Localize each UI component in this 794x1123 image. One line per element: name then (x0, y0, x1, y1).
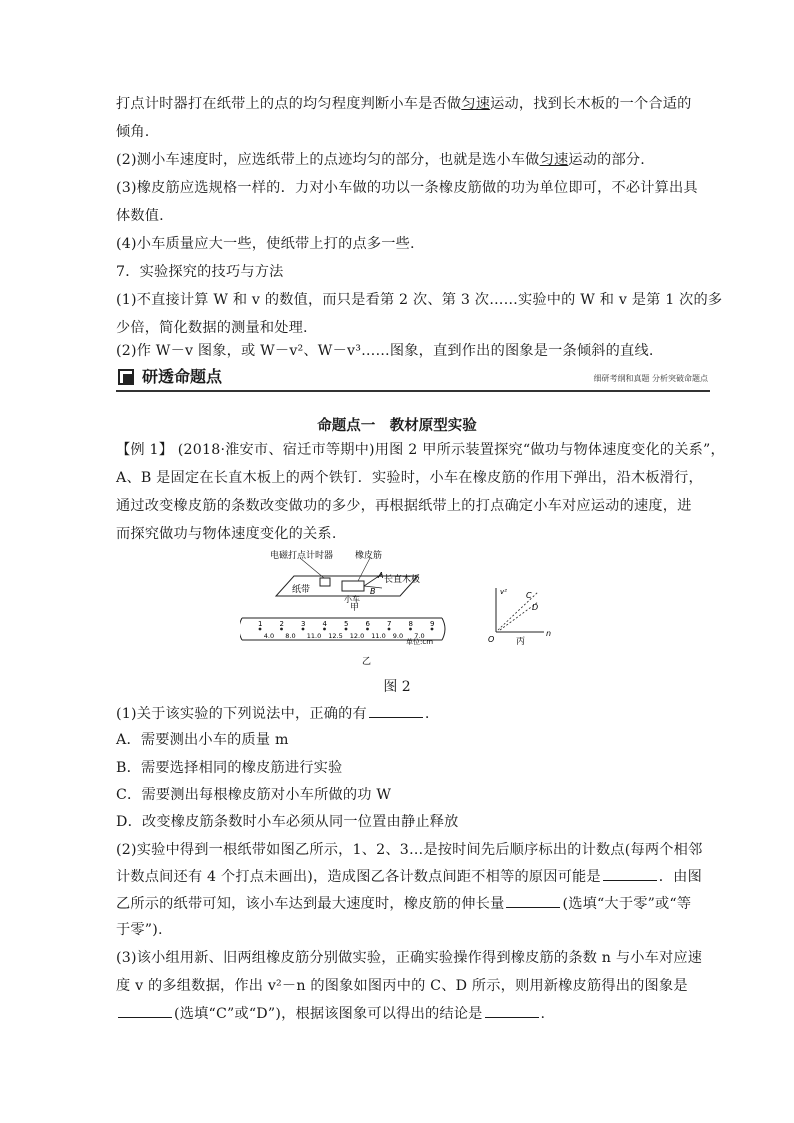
tape-number: 8 (408, 620, 413, 628)
section-title: 研透命题点 (142, 367, 223, 386)
tape-dot (431, 628, 434, 631)
subsection-heading: 命题点一 教材原型实验 (317, 418, 477, 434)
jia-label: 甲 (350, 603, 360, 613)
yi-label: 乙 (362, 657, 372, 667)
text-line: 体数值. (116, 208, 164, 224)
car-label: 小车 (344, 595, 360, 604)
text-line: (1)不直接计算 W 和 v 的数值，而只是看第 2 次、第 3 次……实验中的 W 和 v 是第 1 次的多 (116, 292, 723, 308)
tape-dot (409, 628, 412, 631)
question-line: (1)关于该实验的下列说法中，正确的有 . (116, 706, 430, 722)
option-c: C．需要测出每根橡皮筋对小车所做的功 W (116, 787, 392, 803)
tape-spacing-value: 4.0 (263, 632, 275, 640)
example-line: 【例 1】 (2018·淮安市、宿迁市等期中)用图 2 甲所示装置探究“做功与物体速度变化的关系”， (116, 442, 725, 458)
option-b: B．需要选择相同的橡皮筋进行实验 (116, 760, 343, 776)
example-line: A、B 是固定在长直木板上的两个铁钉．实验时，小车在橡皮筋的作用下弹出，沿木板滑行， (116, 470, 703, 486)
question-line: (2)实验中得到一根纸带如图乙所示，1、2、3…是按时间先后顺序标出的计数点(每两个相邻 (116, 842, 703, 858)
question-line: 于零”). (116, 922, 163, 938)
graph-d-label: D (532, 603, 539, 612)
tape-spacing-value: 11.0 (371, 632, 386, 640)
tape-number: 4 (322, 620, 327, 628)
text-line: 7．实验探究的技巧与方法 (116, 264, 284, 280)
text-line: (3)橡皮筋应选规格一样的．力对小车做的功以一条橡皮筋做的功为单位即可，不必计算出具 (116, 180, 698, 196)
tape-number: 5 (344, 620, 349, 628)
timer-shape (320, 578, 330, 586)
text-line: 少倍，简化数据的测量和处理. (116, 320, 308, 336)
section-subtitle: 细研考纲和真题 分析突破命题点 (593, 374, 708, 383)
tape-spacing-value: 9.0 (392, 632, 404, 640)
nail-b-label: B (370, 587, 376, 596)
tape-unit: 单位:cm (406, 638, 434, 646)
bing-label: 丙 (516, 637, 526, 647)
experiment-figure (240, 548, 560, 676)
answer-blank (603, 867, 657, 881)
tape-dot (280, 628, 283, 631)
graph-origin: O (488, 635, 495, 644)
tape-spacing-value: 7.0 (414, 632, 425, 640)
tape-number: 3 (301, 620, 306, 628)
band-label: 橡皮筋 (355, 551, 383, 561)
timer-label: 电磁打点计时器 (270, 551, 334, 561)
answer-blank (369, 704, 423, 718)
example-line: 通过改变橡皮筋的条数改变做功的多少，再根据纸带上的打点确定小车对应运动的速度，进 (116, 498, 692, 514)
tape-spacing-value: 12.0 (349, 632, 365, 640)
leader-line (300, 558, 324, 578)
tape-number: 2 (279, 620, 284, 628)
section-icon (118, 369, 134, 385)
option-a: A．需要测出小车的质量 m (116, 732, 289, 748)
tape-label: 纸带 (292, 585, 311, 595)
board-label: 长直木板 (384, 575, 421, 585)
tape-spacing-value: 12.5 (328, 632, 343, 640)
question-line: 乙所示的纸带可知，该小车达到最大速度时，橡皮筋的伸长量 (选填“大于零”或“等 (116, 896, 692, 912)
question-line: 计数点间还有 4 个打点未画出)，造成图乙各计数点间距不相等的原因可能是 ．由图 (116, 869, 702, 885)
tape-dot (345, 628, 348, 631)
text-line: (2)作 W－v 图象，或 W－v²、W－v³……图象，直到作出的图象是一条倾斜的直线. (116, 343, 654, 359)
tape-number: 9 (430, 620, 435, 628)
tape-spacing-value: 11.0 (306, 632, 322, 640)
question-line: (3)该小组用新、旧两组橡皮筋分别做实验，正确实验操作得到橡皮筋的条数 n 与小车对应速 (116, 950, 703, 966)
tape-dot (259, 628, 262, 631)
tape-dot (323, 628, 326, 631)
question-line: 度 v 的多组数据，作出 v²－n 的图象如图丙中的 C、D 所示，则用新橡皮筋得出的图象是 (116, 978, 688, 994)
tape-dot (366, 628, 369, 631)
question-line: (选填“C”或“D”)，根据该图象可以得出的结论是 . (116, 1004, 545, 1024)
tape-dot (388, 628, 391, 631)
leader-line (358, 558, 370, 581)
section-header (116, 366, 710, 392)
text-line: 倾角. (116, 124, 150, 140)
tape-spacing-value: 8.0 (285, 632, 296, 640)
text-line: (4)小车质量应大一些，使纸带上打的点多一些. (116, 236, 415, 252)
car-shape (342, 581, 364, 591)
figure-caption: 图 2 (383, 679, 411, 695)
example-line: 而探究做功与物体速度变化的关系. (116, 526, 337, 542)
option-d: D．改变橡皮筋条数时小车必须从同一位置由静止释放 (116, 814, 459, 830)
tape-ticks (258, 620, 434, 640)
tape-number: 1 (258, 620, 263, 628)
graph-x-label: n (546, 629, 552, 638)
answer-blank (506, 894, 560, 908)
tape-number: 6 (365, 620, 370, 628)
graph-y-label: v² (500, 588, 507, 596)
nail-a-label: A (378, 571, 384, 580)
graph-c-label: C (526, 591, 532, 600)
text-line: 打点计时器打在纸带上的点的均匀程度判断小车是否做匀速运动，找到长木板的一个合适的 (116, 96, 692, 112)
text-line: (2)测小车速度时，应选纸带上的点迹均匀的部分，也就是选小车做匀速运动的部分. (116, 152, 645, 168)
answer-blank (485, 1004, 539, 1018)
tape-dot (302, 628, 305, 631)
answer-blank (118, 1004, 172, 1018)
tape-number: 7 (387, 620, 392, 628)
